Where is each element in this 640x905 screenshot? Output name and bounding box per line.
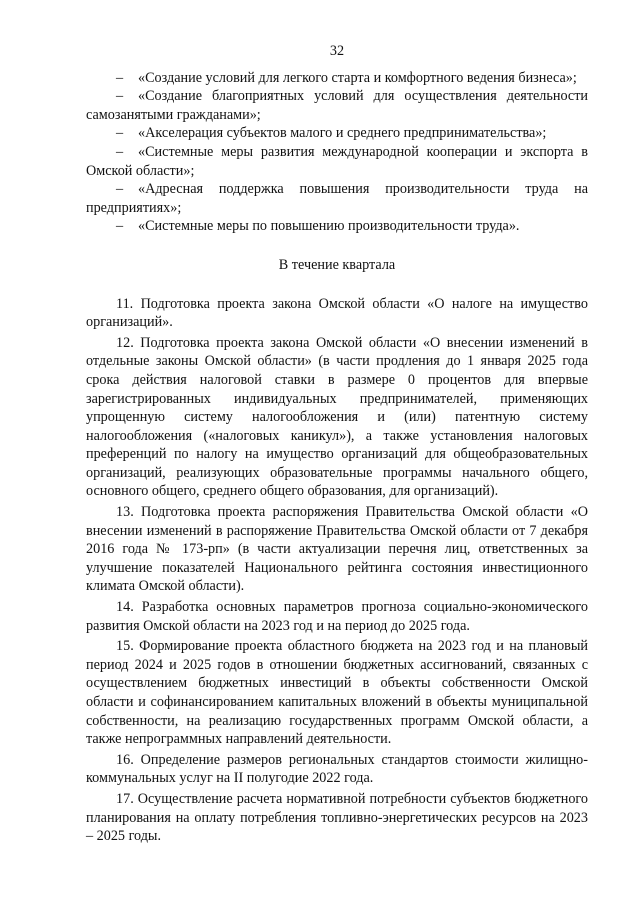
- list-item: [86, 124, 588, 143]
- list-item: [86, 180, 588, 217]
- list-item-text: «Адресная поддержка повышения производительности труда на предприятиях»;: [86, 181, 588, 216]
- list-item: [86, 143, 588, 180]
- paragraph-12: 12. Подготовка проекта закона Омской области «О внесении изменений в отдельные законы Омской области» (в части продления до 1 января 2025 года срока действия налоговой ставки в размере 0 процентов для впервые зарегистрированных индивидуальных предпринимателей, применяющих упрощенную систему налогообложения и (или) патентную систему налогообложения («налоговых каникул»), а также установления налоговых преференций по налогу на имущество организаций для общеобразовательных организаций, реализующих образовательные программы начального общего, основного общего, среднего общего образования, для организаций).: [86, 334, 588, 500]
- list-item-text: «Создание условий для легкого старта и комфортного ведения бизнеса»;: [138, 69, 577, 86]
- dash-marker: –: [116, 125, 124, 142]
- dash-marker: –: [116, 218, 124, 235]
- section-heading: В течение квартала: [278, 256, 396, 273]
- paragraph-17: 17. Осуществление расчета нормативной потребности субъектов бюджетного планирования на оплату потребления топливно-энергетических ресурсов на 2023 – 2025 годы.: [86, 790, 588, 845]
- list-item-text: «Создание благоприятных условий для осуществления деятельности самозанятыми гражданами»;: [86, 88, 588, 123]
- page-number: 32: [329, 43, 345, 59]
- dash-marker: –: [116, 88, 124, 105]
- paragraph-14: 14. Разработка основных параметров прогноза социально-экономического развития Омской области на 2023 год и на период до 2025 года.: [86, 599, 588, 634]
- paragraph-15: 15. Формирование проекта областного бюджета на 2023 год и на плановый период 2024 и 2025 годов в отношении бюджетных ассигнований, связанных с осуществлением бюджетных инвестиций в объекты собственности Омской области и софинансированием капитальных вложений в объекты муниципальной собственности, на реализацию государственных программ Омской области, а также непрограммных направлений деятельности.: [86, 638, 588, 748]
- list-item-text: «Системные меры по повышению производительности труда».: [138, 218, 520, 235]
- paragraph-11: 11. Подготовка проекта закона Омской области «О налоге на имущество организаций».: [86, 295, 588, 331]
- dash-list: [86, 69, 588, 236]
- list-item: [86, 217, 588, 236]
- paragraph-13: 13. Подготовка проекта распоряжения Правительства Омской области «О внесении изменений в распоряжение Правительства Омской области от 7 декабря 2016 года № 173-рп» (в части актуализации перечня лиц, ответственных за улучшение показателей Национального рейтинга состояния инвестиционного климата Омской области).: [86, 504, 588, 595]
- dash-marker: –: [116, 143, 124, 160]
- paragraph-16: 16. Определение размеров региональных стандартов стоимости жилищно-коммунальных услуг на II полугодие 2022 года.: [86, 751, 588, 787]
- list-item: [86, 69, 588, 88]
- dash-marker: –: [116, 69, 124, 86]
- list-item-text: «Акселерация субъектов малого и среднего предпринимательства»;: [138, 125, 547, 142]
- dash-marker: –: [116, 181, 124, 198]
- list-item: [86, 87, 588, 124]
- list-item-text: «Системные меры развития международной кооперации и экспорта в Омской области»;: [86, 143, 588, 179]
